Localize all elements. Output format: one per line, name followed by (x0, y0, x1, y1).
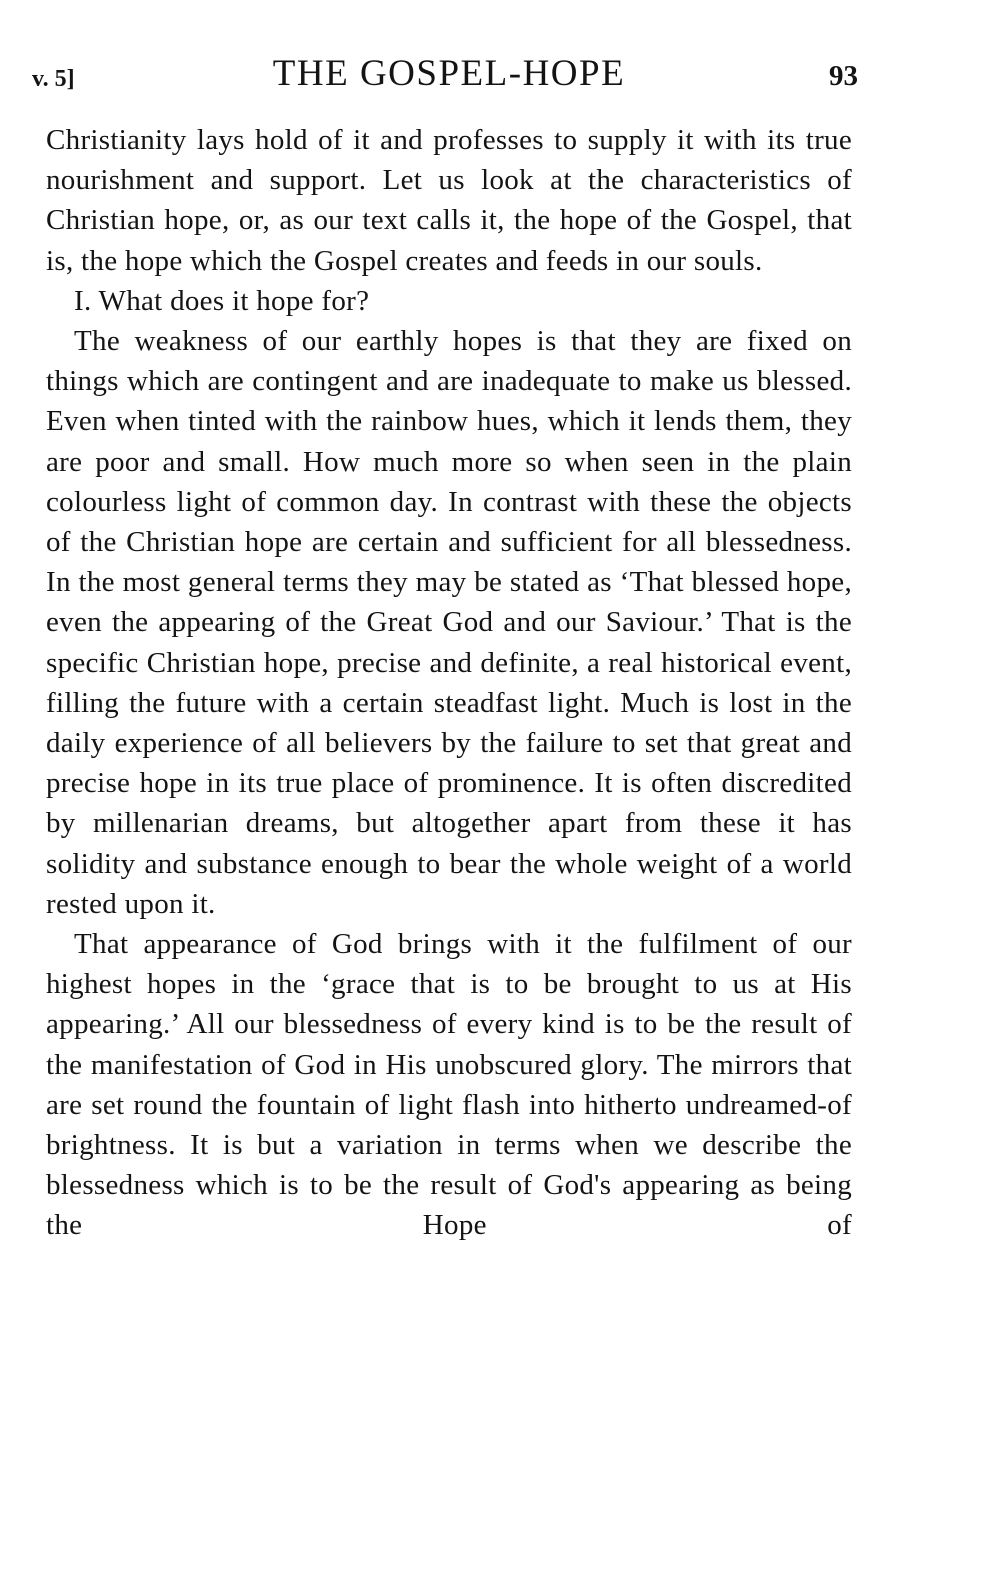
page-title: THE GOSPEL-HOPE (272, 53, 626, 94)
running-head (32, 52, 858, 102)
section-heading: I. What does it hope for? (74, 284, 370, 317)
page-number: 93 (829, 60, 858, 92)
paragraph: The weakness of our earthly hopes is that they are fixed on things which are contingent and are inadequate to make us blessed. Even when tinted with the rainbow hues, which it lends them, they are poor and small. How much more so when seen in the plain colourless light of common day. In contrast with these the objects of the Christian hope are certain and sufficient for all blessedness. In the most general terms they may be stated as ‘That blessed hope, even the appearing of the Great God and our Saviour.’ That is the specific Christian hope, precise and definite, a real historical event, filling the future with a certain steadfast light. Much is lost in the daily experience of all believers by the failure to set that great and precise hope in its true place of prominence. It is often discredited by millenarian dreams, but altogether apart from these it has solidity and substance enough to bear the whole weight of a world rested upon it. (46, 325, 852, 920)
paragraph: That appearance of God brings with it the fulfilment of our highest hopes in the ‘grace that is to be brought to us at His appearing.’ All our blessedness of every kind is to be the result of the manifestation of God in His unobscured glory. The mirrors that are set round the fountain of light flash into hitherto undreamed-of brightness. It is but a variation in terms when we describe the blessedness which is to be the result of God's appearing as being the Hope of (46, 928, 852, 1242)
paragraph: Christianity lays hold of it and professes to supply it with its true nourishment and support. Let us look at the characteristics of Christian hope, or, as our text calls it, the hope of the Gospel, that is, the hope which the Gospel creates and feeds in our souls. (46, 124, 852, 277)
body-text (46, 120, 852, 1246)
chapter-reference: v. 5] (32, 66, 75, 92)
